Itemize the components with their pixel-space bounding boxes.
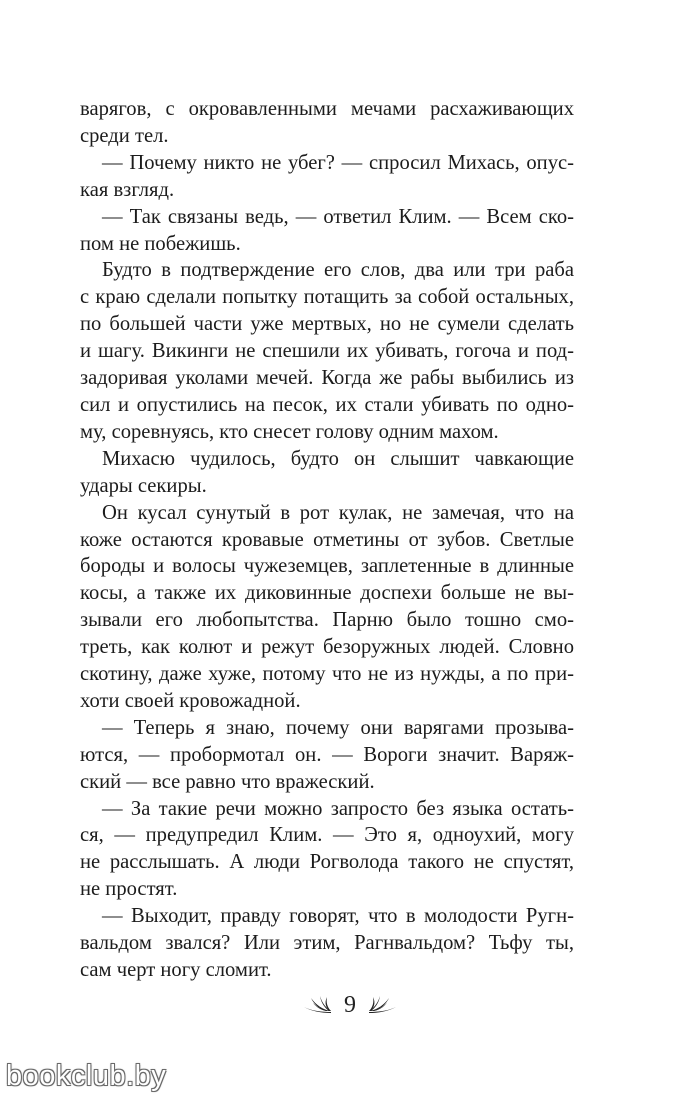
paragraph: [80, 204, 574, 258]
text-line: зывали его любопытства. Парню было тошно смо-: [80, 609, 574, 632]
paragraph: [80, 796, 574, 904]
text-line: — Теперь я знаю, почему они варягами прозыва-: [102, 716, 574, 739]
text-line: среди тел.: [80, 124, 169, 147]
text-line: му, соревнуясь, кто снесет голову одним махом.: [80, 420, 499, 443]
paragraph: [80, 500, 574, 715]
text-line: сил и опустились на песок, их стали убивать по одно-: [80, 393, 574, 416]
page-body-text: [80, 96, 574, 984]
text-line: коже остаются кровавые отметины от зубов. Светлые: [80, 528, 574, 551]
text-line: — Так связаны ведь, — ответил Клим. — Всем ско-: [102, 205, 574, 228]
paragraph: [80, 150, 574, 204]
text-line: и шагу. Викинги не спешили их убивать, гогоча и под-: [80, 340, 574, 363]
site-watermark: bookclub.by: [6, 1060, 167, 1092]
text-line: варягов, с окровавленными мечами расхаживающих: [80, 98, 574, 120]
text-line: ся, — предупредил Клим. — Это я, одноухий, могу: [80, 824, 574, 847]
text-line: пом не побежишь.: [80, 232, 241, 255]
text-line: кая взгляд.: [80, 178, 175, 201]
text-line: удары секиры.: [80, 474, 207, 497]
paragraph: [80, 903, 574, 984]
paragraph: [80, 715, 574, 796]
text-line: — Выходит, правду говорят, что в молодости Ругн-: [102, 905, 574, 928]
text-line: скотину, даже хуже, потому что не из нужды, а по при-: [80, 663, 574, 686]
text-line: — За такие речи можно запросто без языка остать-: [102, 797, 574, 820]
text-line: ются, — пробормотал он. — Вороги значит. Варяж-: [80, 743, 574, 766]
text-line: не расслышать. А люди Рогволода такого не спустят,: [80, 851, 574, 874]
text-line: по большей части уже мертвых, но не сумели сделать: [80, 313, 574, 336]
text-line: косы, а также их диковинные доспехи больше не вы-: [80, 582, 574, 605]
paragraph: [80, 96, 574, 150]
fleuron-right-icon: [368, 991, 398, 1017]
text-line: с краю сделали попытку потащить за собой остальных,: [80, 286, 574, 309]
page-number: 9: [344, 992, 356, 1019]
text-line: Михасю чудилось, будто он слышит чавкающие: [102, 447, 574, 470]
text-line: не простят.: [80, 878, 178, 901]
page-number-folio: [0, 989, 700, 1020]
paragraph: [80, 446, 574, 500]
text-line: треть, как колют и режут безоружных людей. Словно: [80, 636, 574, 659]
text-line: бороды и волосы чужеземцев, заплетенные в длинные: [80, 555, 574, 578]
text-line: Будто в подтверждение его слов, два или три раба: [102, 259, 574, 282]
text-line: хоти своей кровожадной.: [80, 689, 301, 712]
text-line: задоривая уколами мечей. Когда же рабы выбились из: [80, 367, 574, 390]
text-line: сам черт ногу сломит.: [80, 959, 272, 981]
text-line: Он кусал сунутый в рот кулак, не замечая, что на: [102, 501, 574, 524]
text-line: ский — все равно что вражеский.: [80, 770, 375, 793]
fleuron-left-icon: [302, 991, 338, 1017]
paragraph: [80, 257, 574, 445]
text-line: — Почему никто не убег? — спросил Михась, опус-: [102, 151, 574, 174]
text-line: вальдом звался? Или этим, Рагнвальдом? Тьфу ты,: [80, 932, 574, 955]
